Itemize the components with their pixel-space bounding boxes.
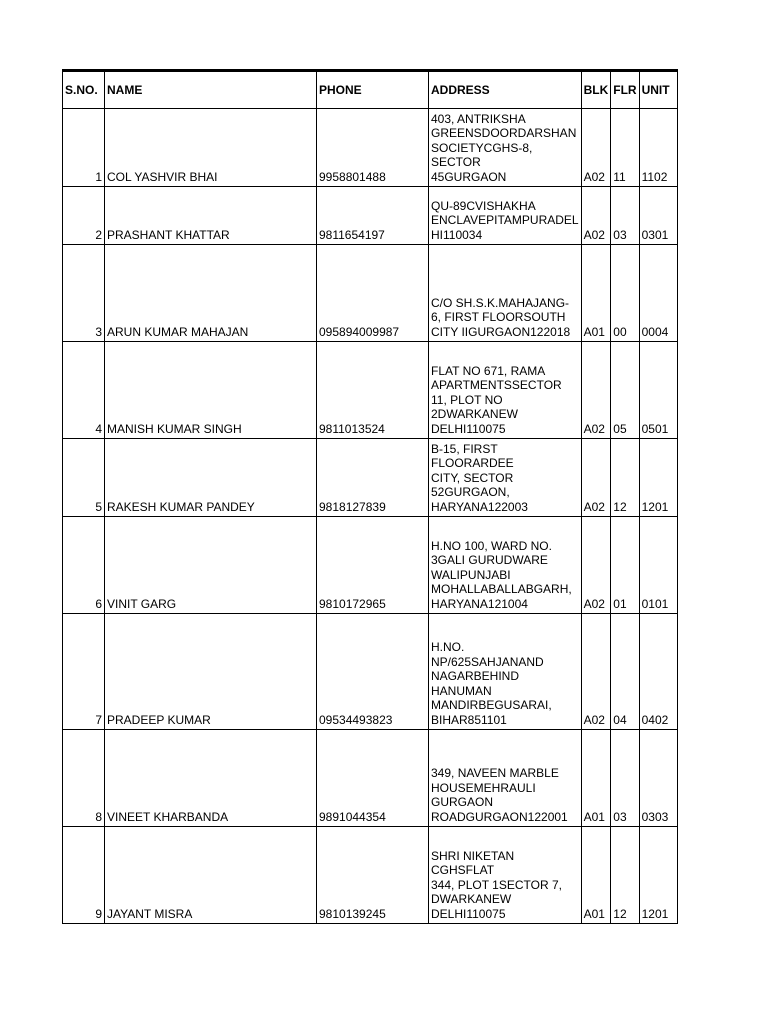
address-line: 52GURGAON, — [431, 485, 510, 499]
address-line: 3GALI GURUDWARE — [431, 553, 548, 567]
address-line: C/O SH.S.K.MAHAJANG- — [431, 295, 570, 310]
header-sno: S.NO. — [63, 71, 105, 109]
cell-sno: 8 — [63, 730, 105, 827]
address-line: HI110034 — [431, 227, 483, 242]
address-line: ENCLAVEPITAMPURADEL — [431, 213, 579, 227]
address-line: HOUSEMEHRAULI — [431, 780, 536, 795]
header-row — [63, 71, 678, 109]
address-line: DELHI110075 — [431, 906, 506, 921]
cell-flr: 05 — [611, 342, 639, 439]
cell-unit: 0101 — [639, 517, 677, 614]
address-line: FLAT NO 671, RAMA — [431, 363, 546, 378]
cell-blk: A01 — [581, 730, 611, 827]
cell-address — [429, 109, 582, 187]
address-line: BIHAR851101 — [431, 712, 507, 727]
cell-sno: 5 — [63, 439, 105, 517]
address-line: 2DWARKANEW — [431, 407, 518, 421]
table-row — [63, 109, 678, 187]
cell-address — [429, 342, 582, 439]
address-line: DELHI110075 — [431, 421, 506, 436]
address-line: CITY, SECTOR — [431, 470, 514, 485]
cell-name: COL YASHVIR BHAI — [105, 109, 317, 187]
cell-unit: 1201 — [639, 439, 677, 517]
cell-name: MANISH KUMAR SINGH — [105, 342, 317, 439]
cell-sno: 2 — [63, 187, 105, 245]
cell-address — [429, 187, 582, 245]
cell-blk: A02 — [581, 187, 611, 245]
cell-name: JAYANT MISRA — [105, 827, 317, 924]
cell-blk: A02 — [581, 439, 611, 517]
cell-sno: 7 — [63, 614, 105, 730]
address-line: WALIPUNJABI — [431, 567, 511, 582]
table-row — [63, 614, 678, 730]
address-line: 45GURGAON — [431, 169, 507, 184]
cell-phone: 9811013524 — [317, 342, 429, 439]
address-line: MOHALLABALLABGARH, — [431, 582, 572, 596]
cell-address — [429, 827, 582, 924]
cell-name: VINEET KHARBANDA — [105, 730, 317, 827]
address-line: NP/625SAHJANAND — [431, 654, 544, 669]
table-row — [63, 439, 678, 517]
address-line: 403, ANTRIKSHA — [431, 111, 526, 126]
header-phone: PHONE — [317, 71, 429, 109]
cell-phone: 9891044354 — [317, 730, 429, 827]
address-line: B-15, FIRST FLOORARDEE — [431, 441, 514, 470]
cell-flr: 00 — [611, 245, 639, 342]
cell-address — [429, 517, 582, 614]
address-line: CITY IIGURGAON122018 — [431, 324, 571, 339]
cell-unit: 0402 — [639, 614, 677, 730]
cell-unit: 0303 — [639, 730, 677, 827]
address-line: MANDIRBEGUSARAI, — [431, 698, 552, 712]
header-name: NAME — [105, 71, 317, 109]
cell-sno: 4 — [63, 342, 105, 439]
cell-phone: 09534493823 — [317, 614, 429, 730]
cell-unit: 0004 — [639, 245, 677, 342]
cell-sno: 9 — [63, 827, 105, 924]
cell-sno: 3 — [63, 245, 105, 342]
address-line: QU-89CVISHAKHA — [431, 198, 536, 213]
cell-unit: 1201 — [639, 827, 677, 924]
address-line: GREENSDOORDARSHAN — [431, 126, 577, 140]
header-unit: UNIT — [639, 71, 677, 109]
cell-address — [429, 614, 582, 730]
address-line: DWARKANEW — [431, 892, 512, 906]
cell-blk: A02 — [581, 109, 611, 187]
cell-blk: A02 — [581, 517, 611, 614]
cell-unit: 1102 — [639, 109, 677, 187]
address-line: GURGAON — [431, 795, 494, 809]
address-line: H.NO. — [431, 640, 465, 654]
cell-blk: A01 — [581, 827, 611, 924]
table-row — [63, 187, 678, 245]
cell-phone: 9810139245 — [317, 827, 429, 924]
header-blk: BLK — [581, 71, 611, 109]
cell-phone: 9810172965 — [317, 517, 429, 614]
cell-sno: 6 — [63, 517, 105, 614]
address-line: SHRI NIKETAN CGHSFLAT — [431, 848, 515, 877]
address-line: HARYANA122003 — [431, 499, 528, 514]
cell-flr: 12 — [611, 827, 639, 924]
cell-flr: 04 — [611, 614, 639, 730]
header-flr: FLR — [611, 71, 639, 109]
cell-unit: 0501 — [639, 342, 677, 439]
address-line: 349, NAVEEN MARBLE — [431, 766, 559, 780]
cell-name: PRADEEP KUMAR — [105, 614, 317, 730]
cell-flr: 11 — [611, 109, 639, 187]
table-row — [63, 245, 678, 342]
address-line: 344, PLOT 1SECTOR 7, — [431, 877, 562, 892]
address-line: 11, PLOT NO — [431, 392, 503, 407]
cell-unit: 0301 — [639, 187, 677, 245]
cell-blk: A02 — [581, 614, 611, 730]
cell-phone: 9958801488 — [317, 109, 429, 187]
cell-blk: A01 — [581, 245, 611, 342]
cell-name: VINIT GARG — [105, 517, 317, 614]
address-line: HARYANA121004 — [431, 596, 528, 611]
cell-name: ARUN KUMAR MAHAJAN — [105, 245, 317, 342]
cell-flr: 03 — [611, 187, 639, 245]
cell-name: RAKESH KUMAR PANDEY — [105, 439, 317, 517]
address-line: 6, FIRST FLOORSOUTH — [431, 310, 566, 324]
table-row — [63, 730, 678, 827]
table-row — [63, 342, 678, 439]
cell-phone: 095894009987 — [317, 245, 429, 342]
table-row — [63, 827, 678, 924]
address-line: APARTMENTSSECTOR — [431, 378, 562, 392]
header-address: ADDRESS — [429, 71, 582, 109]
cell-sno: 1 — [63, 109, 105, 187]
cell-phone: 9811654197 — [317, 187, 429, 245]
table-row — [63, 517, 678, 614]
residents-table — [62, 69, 678, 924]
address-line: SOCIETYCGHS-8, SECTOR — [431, 140, 533, 169]
address-line: HANUMAN — [431, 683, 492, 698]
cell-flr: 01 — [611, 517, 639, 614]
address-line: H.NO 100, WARD NO. — [431, 538, 552, 553]
cell-address — [429, 439, 582, 517]
cell-address — [429, 245, 582, 342]
address-line: NAGARBEHIND — [431, 669, 520, 683]
cell-phone: 9818127839 — [317, 439, 429, 517]
cell-blk: A02 — [581, 342, 611, 439]
cell-flr: 12 — [611, 439, 639, 517]
cell-flr: 03 — [611, 730, 639, 827]
address-line: ROADGURGAON122001 — [431, 809, 568, 824]
cell-name: PRASHANT KHATTAR — [105, 187, 317, 245]
cell-address — [429, 730, 582, 827]
